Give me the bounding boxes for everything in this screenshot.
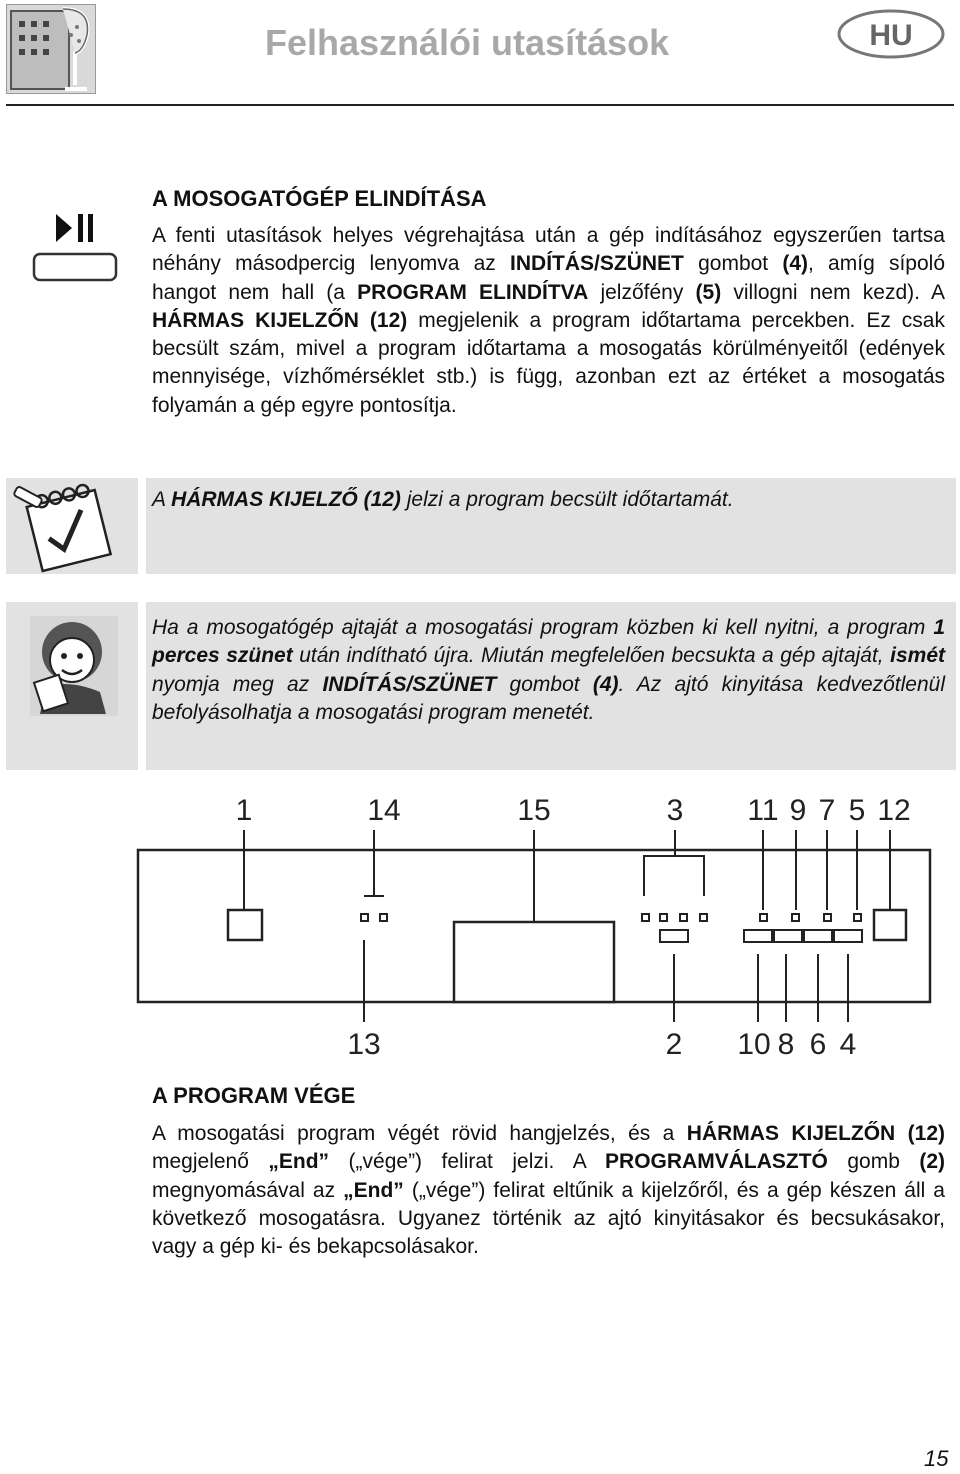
panel-button-8 [774,930,802,942]
note-icon-box [6,478,138,574]
panel-button-6 [804,930,832,942]
panel-button-1 [228,910,262,940]
section-heading-end: A PROGRAM VÉGE [152,1083,356,1108]
dishwasher-logo-icon [6,4,96,94]
panel-label-13: 13 [347,1028,381,1061]
panel-button-4 [834,930,862,942]
section-heading-start: A MOSOGATÓGÉP ELINDÍTÁSA [152,186,487,211]
panel-label-5: 5 [848,794,866,827]
header-divider [6,104,954,106]
language-badge-label: HU [869,19,913,52]
start-pause-button-icon [32,208,118,284]
panel-label-3: 3 [666,794,684,827]
cartoon-character-icon [6,602,138,770]
panel-label-15: 15 [517,794,551,827]
panel-label-10: 10 [737,1028,771,1061]
panel-display-12 [874,910,906,940]
warning-text: Ha a mosogatógép ajtaját a mosogatási program közben ki kell nyitni, a program 1 perces szünet után indítható újra. Miután megfelelően becsukta a gép ajtaját, ismét nyomja meg az INDÍTÁS/SZÜNET gombot (4). Az ajtó kinyitása kedvezőtlenül befolyásolhatja a mosogatási program menetét. [152,616,946,724]
panel-label-1: 1 [235,794,253,827]
panel-button-2 [660,930,688,942]
page-title: Felhasználói utasítások [265,22,670,63]
panel-display-window [454,922,614,1002]
panel-label-8: 8 [777,1028,795,1061]
page-number: 15 [924,1446,949,1471]
panel-label-12: 12 [877,794,911,827]
note-text: A HÁRMAS KIJELZŐ (12) jelzi a program becsült időtartamát. [152,488,734,511]
control-panel-diagram [134,786,934,1066]
panel-label-9: 9 [789,794,807,827]
panel-label-7: 7 [818,794,836,827]
panel-button-10 [744,930,772,942]
warning-icon-box [6,602,138,770]
section-text-end: A mosogatási program végét rövid hangjelzés, és a HÁRMAS KIJELZŐN (12) megjelenő „End” („vége”) felirat jelzi. A PROGRAMVÁLASZTÓ gomb (2) megnyomásával az „End” („vége”) felirat eltűnik a kijelzőről, és a gép készen áll a következő mosogatásra. Ugyanez történik az ajtó kinyitásakor és becsukásakor, vagy a gép ki- és bekapcsolásakor. [152,1122,946,1259]
panel-label-6: 6 [809,1028,827,1061]
panel-label-11: 11 [747,794,779,827]
language-badge [836,8,946,60]
panel-label-14: 14 [367,794,401,827]
panel-label-4: 4 [839,1028,857,1061]
notepad-icon [6,478,138,574]
panel-label-2: 2 [665,1028,683,1061]
section-text-start: A fenti utasítások helyes végrehajtása után a gép indításához egyszerűen tartsa néhány másodpercig lenyomva az INDÍTÁS/SZÜNET gombot (4), amíg sípoló hangot nem hall (a PROGRAM ELINDÍTVA jelzőfény (5) villogni nem kezd). A HÁRMAS KIJELZŐN (12) megjelenik a program időtartama percekben. Ez csak becsült szám, mivel a program időtartama a mosogatás körülményeitől (edények mennyisége, vízhőmérséklet stb.) is függ, azonban ezt az értéket a mosogatás folyamán a gép egyre pontosítja. [152,224,945,417]
